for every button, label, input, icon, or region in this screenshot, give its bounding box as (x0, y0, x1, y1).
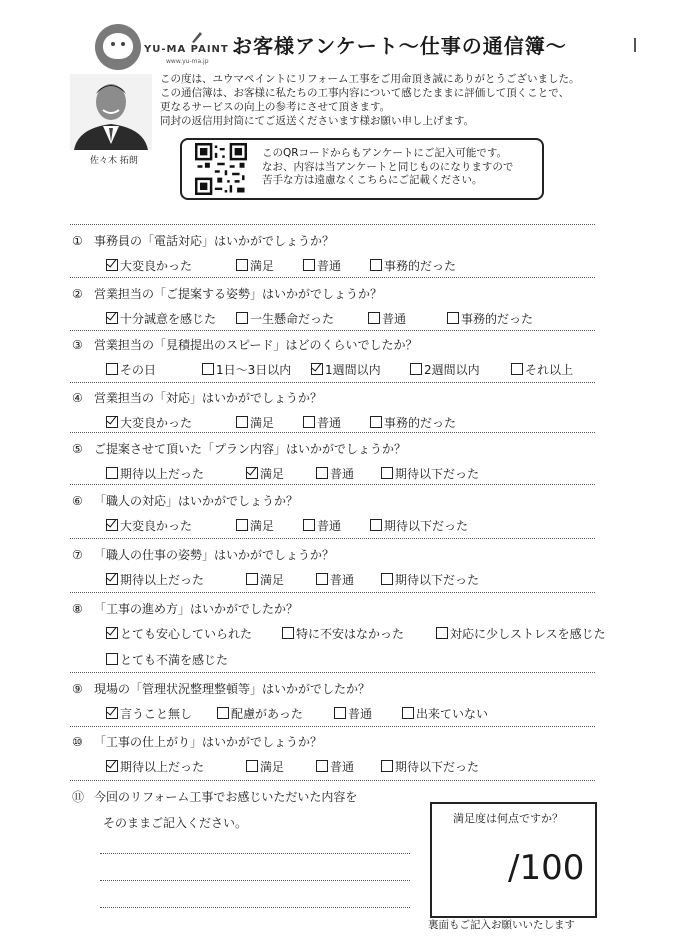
question-number: ③ (72, 338, 83, 352)
question-number: ⑤ (72, 442, 83, 456)
option-checkbox[interactable] (106, 414, 192, 431)
option-checkbox[interactable] (246, 758, 284, 775)
question-3 (72, 336, 418, 353)
question-text-continued: そのままご記入ください。 (103, 816, 248, 830)
qr-code-icon[interactable] (195, 143, 247, 195)
option-label: 普通 (330, 467, 355, 481)
page-title: お客様アンケート～仕事の通信簿～ (232, 34, 567, 58)
option-label: 1日～3日以内 (216, 363, 292, 377)
option-checkbox[interactable] (303, 517, 341, 534)
question-10 (72, 733, 322, 750)
checkbox-icon[interactable] (370, 416, 382, 428)
logo-url: www.yu-ma.jp (166, 58, 209, 65)
question-text: 現場の「管理状況整理整頓等」はいかがでしたか？ (94, 682, 371, 696)
checkbox-icon[interactable] (511, 363, 523, 375)
staff-name: 佐々木 拓朗 (90, 156, 138, 166)
question-text: ご提案させて頂いた「プラン内容」はいかがでしょうか？ (94, 442, 407, 456)
option-checkbox[interactable] (381, 758, 479, 775)
score-value: /100 (508, 848, 585, 888)
option-label: 普通 (317, 519, 342, 533)
option-label: 一生懸命だった (250, 312, 335, 326)
checked-box-icon[interactable] (106, 416, 118, 428)
option-checkbox[interactable] (381, 571, 479, 588)
question-6 (72, 492, 298, 509)
question-number: ⑪ (72, 790, 85, 804)
checkbox-icon[interactable] (217, 707, 229, 719)
option-checkbox[interactable] (436, 625, 606, 642)
question-number: ⑦ (72, 548, 83, 562)
separator (70, 224, 595, 225)
option-label: 満足 (260, 573, 285, 587)
checkbox-icon[interactable] (303, 416, 315, 428)
question-number: ⑥ (72, 494, 83, 508)
option-checkbox[interactable] (370, 257, 456, 274)
question-text: 営業担当の「見積提出のスピード」はどのくらいでしたか？ (94, 338, 418, 352)
question-text: 今回のリフォーム工事でお感じいただいた内容を (94, 790, 358, 804)
option-checkbox[interactable] (402, 705, 488, 722)
checkbox-icon[interactable] (316, 573, 328, 585)
separator (70, 780, 595, 781)
checkbox-icon[interactable] (106, 653, 118, 665)
option-checkbox[interactable] (106, 310, 216, 327)
question-8 (72, 600, 298, 617)
option-checkbox[interactable] (282, 625, 404, 642)
qr-notice-line: このQRコードからもアンケートにご記入可能です。 (262, 147, 508, 159)
intro-line: 更なるサービスの向上の参考にさせて頂きます。 (160, 101, 391, 113)
corner-mark (634, 38, 636, 52)
separator (70, 726, 595, 727)
intro-line: 同封の返信用封筒にてご返送くださいます様お願い申し上げます。 (160, 115, 475, 127)
option-label: 出来ていない (416, 707, 489, 721)
option-checkbox[interactable] (106, 361, 156, 378)
option-label: 2週間以内 (424, 363, 480, 377)
question-11 (72, 788, 357, 805)
checkbox-icon[interactable] (370, 519, 382, 531)
checked-box-icon[interactable] (106, 519, 118, 531)
option-label: 事務的だった (384, 416, 457, 430)
option-checkbox[interactable] (246, 465, 284, 482)
question-number: ⑨ (72, 682, 83, 696)
option-checkbox[interactable] (106, 705, 192, 722)
option-label: 大変良かった (120, 416, 193, 430)
question-text: 「職人の対応」はいかがでしょうか？ (94, 494, 299, 508)
question-5 (72, 440, 406, 457)
option-checkbox[interactable] (236, 517, 274, 534)
separator (70, 277, 595, 278)
intro-line: この度は、ユウマペイントにリフォーム工事をご用命頂き誠にありがとうございました。 (160, 73, 580, 85)
option-label: 特に不安はなかった (296, 627, 405, 641)
checkbox-icon[interactable] (246, 760, 258, 772)
checkbox-icon[interactable] (381, 573, 393, 585)
checkbox-icon[interactable] (316, 467, 328, 479)
checked-box-icon[interactable] (106, 259, 118, 271)
option-checkbox[interactable] (368, 310, 406, 327)
checkbox-icon[interactable] (334, 707, 346, 719)
option-label: 大変良かった (120, 259, 193, 273)
option-label: 配慮があった (231, 707, 303, 721)
option-label: 期待以上だった (120, 573, 205, 587)
checkbox-icon[interactable] (236, 519, 248, 531)
option-checkbox[interactable] (511, 361, 573, 378)
option-checkbox[interactable] (217, 705, 303, 722)
separator (70, 672, 595, 673)
option-label: 普通 (382, 312, 407, 326)
checked-box-icon[interactable] (246, 467, 258, 479)
checkbox-icon[interactable] (410, 363, 422, 375)
option-checkbox[interactable] (106, 758, 204, 775)
option-checkbox[interactable] (370, 414, 456, 431)
option-checkbox[interactable] (316, 465, 354, 482)
brush-icon (190, 30, 204, 44)
option-label: 満足 (260, 760, 285, 774)
option-checkbox[interactable] (381, 465, 479, 482)
option-checkbox[interactable] (334, 705, 372, 722)
option-label: 十分誠意を感じた (120, 312, 217, 326)
option-label: 期待以上だった (120, 467, 205, 481)
option-checkbox[interactable] (316, 758, 354, 775)
checkbox-icon[interactable] (246, 573, 258, 585)
question-number: ⑧ (72, 602, 83, 616)
score-label: 満足度は何点ですか？ (453, 812, 563, 825)
option-checkbox[interactable] (202, 361, 291, 378)
qr-notice-line: 苦手な方は遠慮なくこちらにご記載ください。 (262, 174, 483, 186)
option-label: 満足 (260, 467, 285, 481)
option-checkbox[interactable] (106, 257, 192, 274)
option-checkbox[interactable] (410, 361, 480, 378)
option-checkbox[interactable] (316, 571, 354, 588)
option-label: 普通 (330, 573, 355, 587)
option-label: 事務的だった (461, 312, 534, 326)
option-label: 事務的だった (384, 259, 457, 273)
option-checkbox[interactable] (236, 310, 334, 327)
option-label: 普通 (317, 416, 342, 430)
question-text: 事務員の「電話対応」はいかがでしょうか？ (94, 234, 335, 248)
separator (70, 330, 595, 331)
intro-line: この通信簿は、お客様に私たちの工事内容について感じたままに評価して頂くことで、 (160, 87, 570, 99)
checkbox-icon[interactable] (447, 312, 459, 324)
separator (70, 538, 595, 539)
checked-box-icon[interactable] (106, 707, 118, 719)
option-label: 1週間以内 (325, 363, 381, 377)
checkbox-icon[interactable] (381, 760, 393, 772)
option-label: 満足 (250, 519, 275, 533)
checkbox-icon[interactable] (282, 627, 294, 639)
option-checkbox[interactable] (303, 257, 341, 274)
checkbox-icon[interactable] (370, 259, 382, 271)
question-text: 営業担当の「ご提案する姿勢」はいかがでしょうか？ (94, 287, 383, 301)
option-checkbox[interactable] (106, 571, 204, 588)
option-label: 満足 (250, 416, 275, 430)
qr-notice-text (262, 147, 513, 188)
option-label: 期待以下だった (395, 467, 480, 481)
option-checkbox[interactable] (303, 414, 341, 431)
intro-text (160, 72, 630, 128)
option-checkbox[interactable] (106, 651, 228, 668)
option-label: とても不満を感じた (120, 653, 229, 667)
checkbox-icon[interactable] (236, 312, 248, 324)
question-2 (72, 285, 382, 302)
checkbox-icon[interactable] (303, 519, 315, 531)
option-label: 満足 (250, 259, 275, 273)
option-label: 期待以下だった (395, 573, 480, 587)
option-checkbox[interactable] (236, 257, 274, 274)
separator (70, 592, 595, 593)
comment-line[interactable] (100, 907, 410, 908)
separator (70, 382, 595, 383)
checkbox-icon[interactable] (106, 363, 118, 375)
checked-box-icon[interactable] (311, 363, 323, 375)
question-text: 「職人の仕事の姿勢」はいかがでしょうか？ (94, 548, 335, 562)
logo-text: YU-MA PAINT (144, 44, 229, 55)
option-checkbox[interactable] (311, 361, 381, 378)
option-label: 普通 (330, 760, 355, 774)
question-number: ④ (72, 391, 83, 405)
staff-photo (70, 74, 152, 150)
option-label: 期待以下だった (384, 519, 469, 533)
option-label: 普通 (348, 707, 373, 721)
separator (70, 432, 595, 433)
checkbox-icon[interactable] (368, 312, 380, 324)
checked-box-icon[interactable] (106, 312, 118, 324)
option-label: とても安心していられた (120, 627, 253, 641)
checkbox-icon[interactable] (316, 760, 328, 772)
question-text: 営業担当の「対応」はいかがでしょうか？ (94, 391, 323, 405)
checked-box-icon[interactable] (106, 573, 118, 585)
option-label: 言うこと無し (120, 707, 193, 721)
option-label: 大変良かった (120, 519, 193, 533)
question-7 (72, 546, 334, 563)
question-4 (72, 389, 322, 406)
question-number: ② (72, 287, 83, 301)
option-checkbox[interactable] (447, 310, 533, 327)
option-label: その日 (120, 363, 157, 377)
checkbox-icon[interactable] (381, 467, 393, 479)
option-checkbox[interactable] (236, 414, 274, 431)
checkbox-icon[interactable] (106, 467, 118, 479)
question-1 (72, 232, 334, 249)
comment-line[interactable] (100, 880, 410, 881)
checkbox-icon[interactable] (236, 259, 248, 271)
checkbox-icon[interactable] (202, 363, 214, 375)
option-label: それ以上 (525, 363, 574, 377)
checkbox-icon[interactable] (436, 627, 448, 639)
question-text: 「工事の仕上がり」はいかがでしょうか？ (94, 735, 323, 749)
option-label: 期待以下だった (395, 760, 480, 774)
qr-notice-line: なお、内容は当アンケートと同じものになりますので (262, 160, 514, 173)
option-checkbox[interactable] (106, 517, 192, 534)
checked-box-icon[interactable] (106, 760, 118, 772)
option-label: 普通 (317, 259, 342, 273)
option-checkbox[interactable] (106, 625, 252, 642)
option-checkbox[interactable] (246, 571, 284, 588)
question-text: 「工事の進め方」はいかがでしたか？ (94, 602, 299, 616)
option-checkbox[interactable] (370, 517, 468, 534)
question-number: ① (72, 234, 83, 248)
checkbox-icon[interactable] (303, 259, 315, 271)
option-label: 対応に少しストレスを感じた (450, 627, 606, 641)
comment-line[interactable] (100, 853, 410, 854)
back-page-note: 裏面もご記入お願いいたします (428, 919, 575, 931)
question-9 (72, 680, 370, 697)
dog-logo-icon (103, 33, 133, 59)
option-checkbox[interactable] (106, 465, 204, 482)
option-label: 期待以上だった (120, 760, 205, 774)
separator (70, 484, 595, 485)
checked-box-icon[interactable] (106, 627, 118, 639)
checkbox-icon[interactable] (402, 707, 414, 719)
checkbox-icon[interactable] (236, 416, 248, 428)
question-number: ⑩ (72, 735, 83, 749)
